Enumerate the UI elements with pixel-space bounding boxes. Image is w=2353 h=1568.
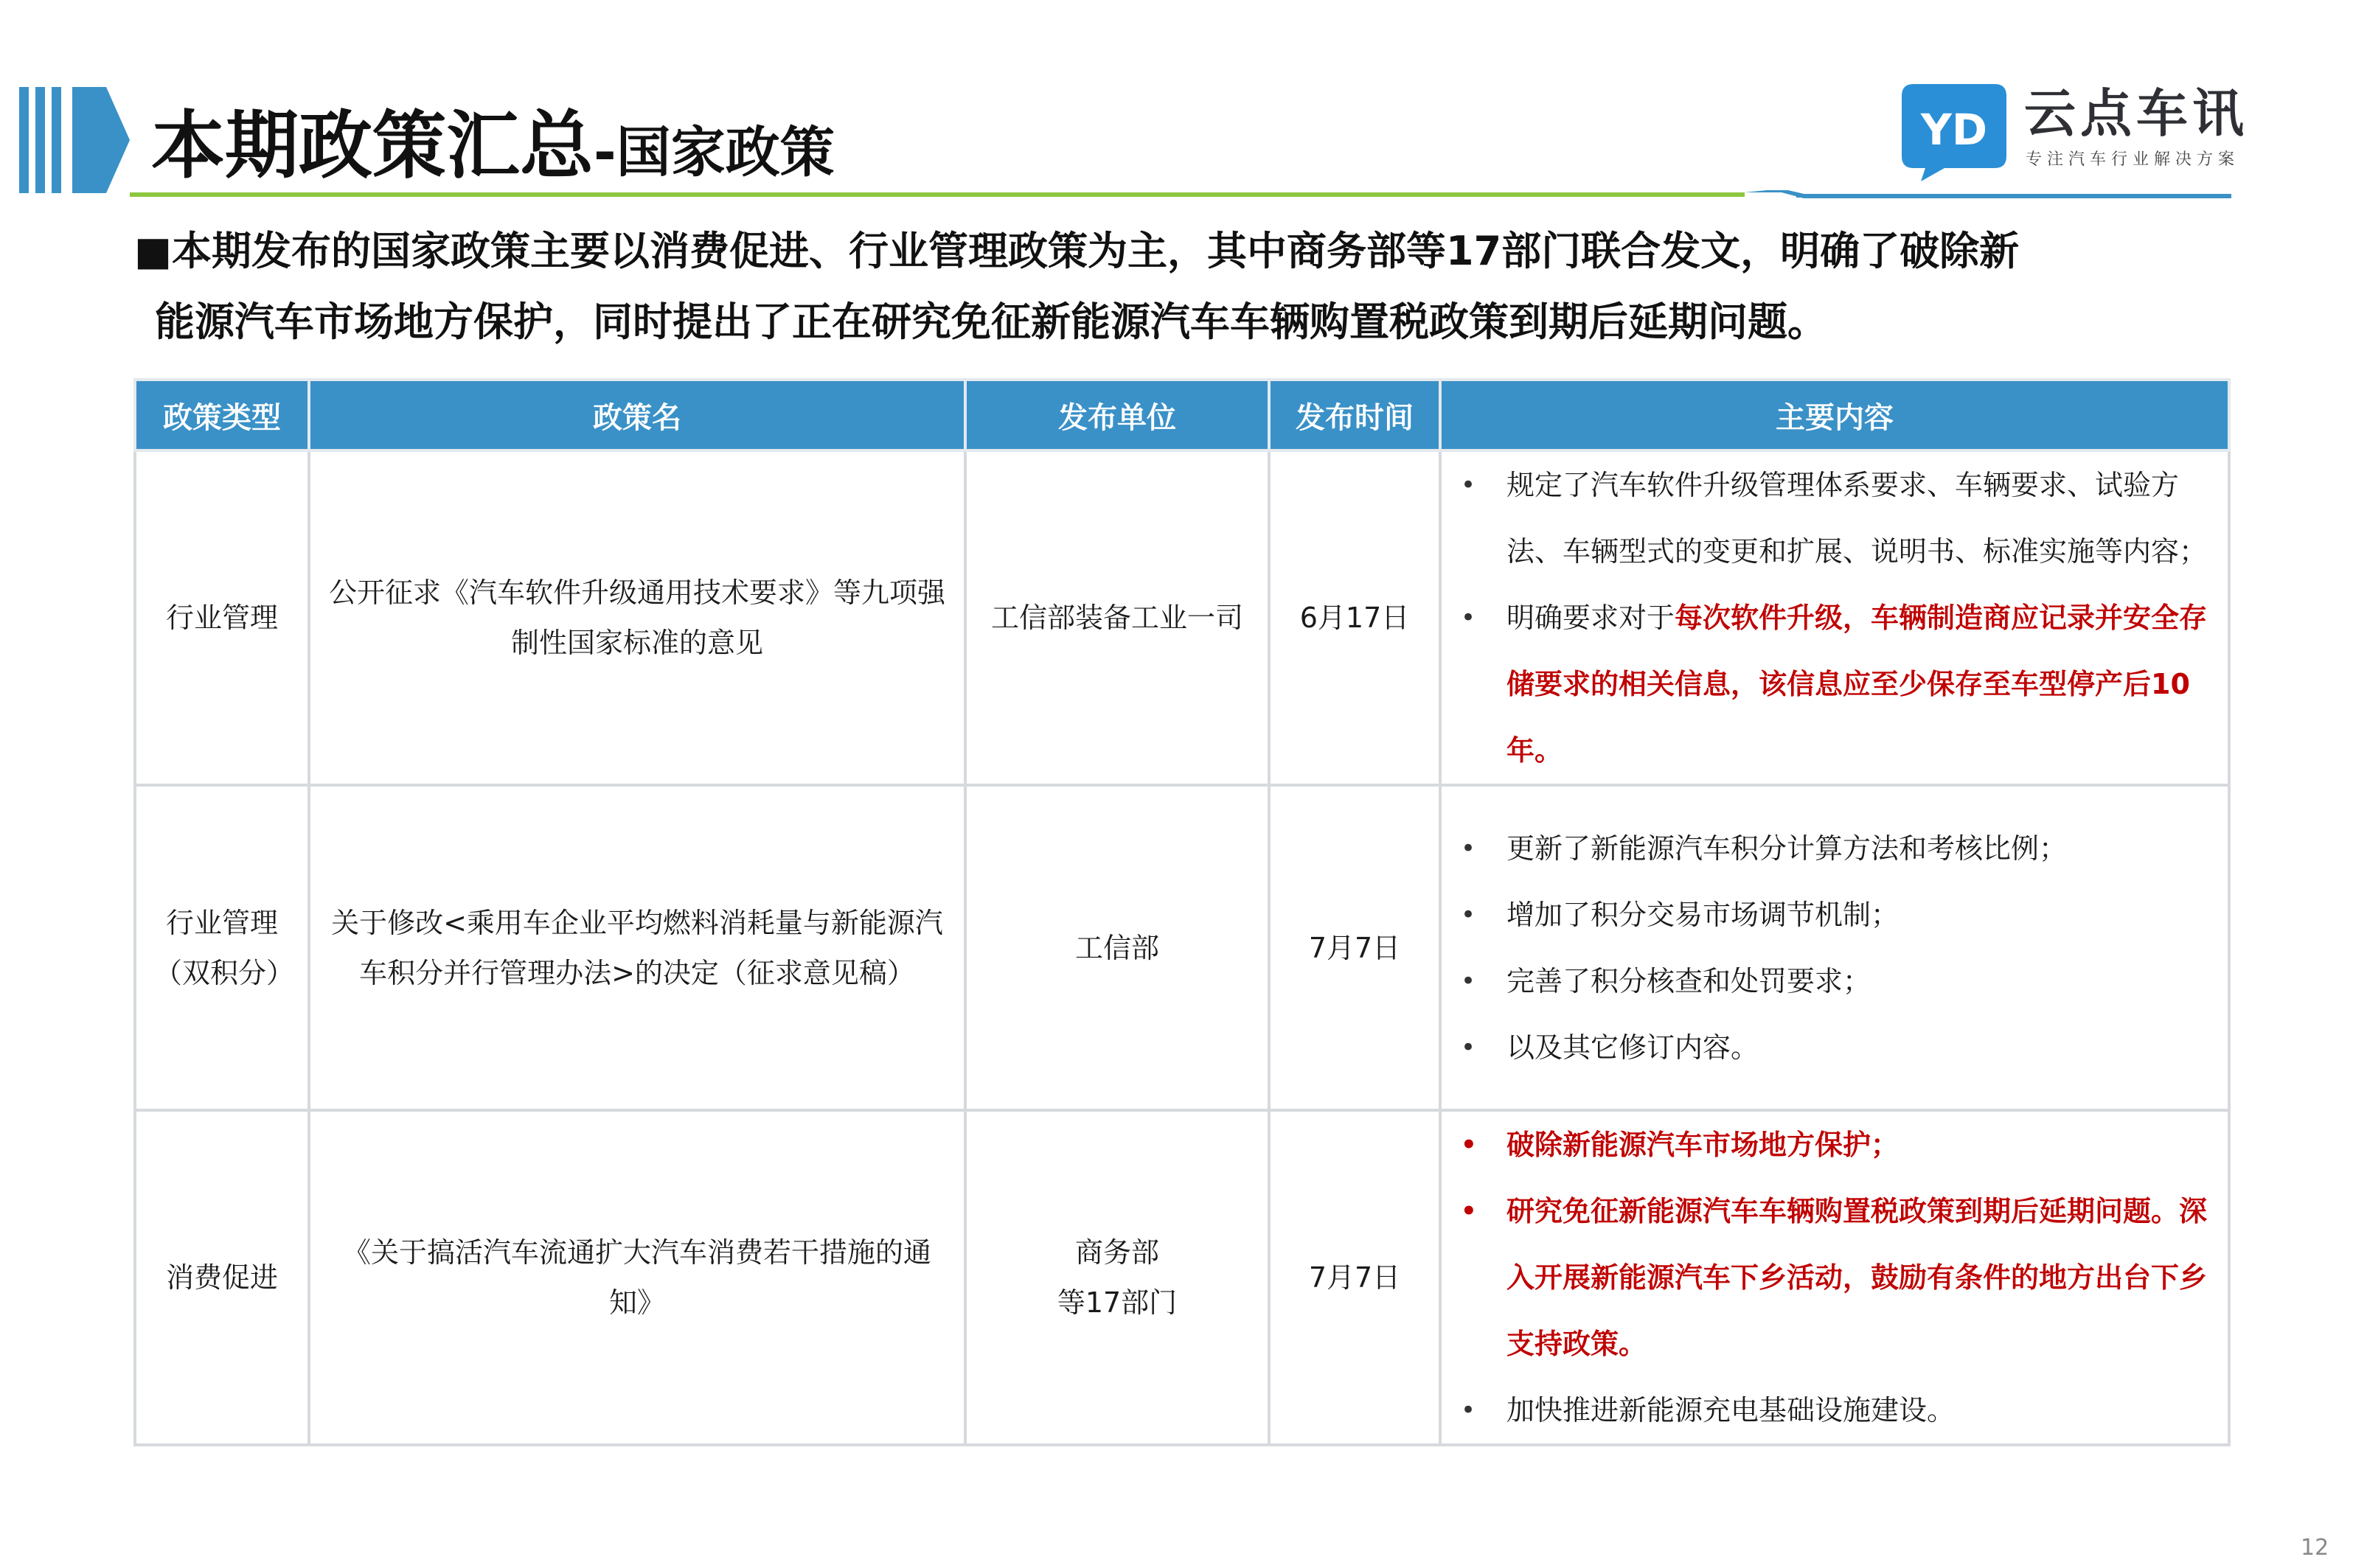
summary-line-2: 能源汽车市场地方保护，同时提出了正在研究免征新能源汽车车辆购置税政策到期后延期问题。: [155, 299, 1827, 345]
content-bullet-highlight: 每次软件升级，车辆制造商应记录并安全存储要求的相关信息，该信息应至少保存至车型停产后10年。: [1506, 602, 2208, 767]
publish-date-cell: 6月17日: [1269, 450, 1440, 785]
table-row: [135, 785, 2229, 1110]
table-header-row: [135, 380, 2229, 450]
content-bullets: [1461, 815, 2213, 1081]
content-bullet: • 增加了积分交易市场调节机制；: [1461, 882, 2213, 948]
content-bullets: [1461, 1112, 2213, 1443]
logo-name: 云点车讯: [2024, 83, 2248, 144]
publish-date-cell: 7月7日: [1269, 1110, 1440, 1445]
publisher-cell: [965, 450, 1269, 785]
content-bullet: • 规定了汽车软件升级管理体系要求、车辆要求、试验方法、车辆型式的变更和扩展、说明书、标准实施等内容；: [1461, 452, 2213, 585]
table-row: [135, 1110, 2229, 1445]
content-bullets: [1461, 452, 2213, 784]
header-publisher: 发布单位: [965, 380, 1269, 450]
content-bullet-highlighted: • 破除新能源汽车市场地方保护；: [1461, 1112, 2213, 1178]
main-content-cell: [1440, 450, 2229, 785]
header-divider: [130, 190, 2231, 201]
main-content-cell: [1440, 785, 2229, 1110]
header-policy-name: 政策名: [309, 380, 965, 450]
page-number: 12: [2301, 1535, 2329, 1561]
page-title-sub: -国家政策: [594, 121, 835, 184]
policy-type-cell: [135, 785, 309, 1110]
policy-type-cell: [135, 450, 309, 785]
header-main-content: 主要内容: [1440, 380, 2229, 450]
policy-name-text: 公开征求《汽车软件升级通用技术要求》等九项强: [328, 576, 945, 609]
policy-type-cell: [135, 1110, 309, 1445]
publisher-text: 工信部: [1074, 931, 1159, 964]
company-logo: [1899, 80, 2248, 183]
publisher-text: 等17部门: [1057, 1286, 1178, 1319]
policy-type-text: （双积分）: [154, 956, 295, 989]
content-bullet: • 更新了新能源汽车积分计算方法和考核比例；: [1461, 815, 2213, 882]
table-row: [135, 450, 2229, 785]
header-publish-date: 发布时间: [1269, 380, 1440, 450]
content-bullet: • 加快推进新能源充电基础设施建设。: [1461, 1377, 2213, 1443]
publisher-cell: [965, 1110, 1269, 1445]
policy-name-cell: [309, 785, 965, 1110]
policy-name-text: 关于修改<乘用车企业平均燃料消耗量与新能源汽: [331, 906, 943, 939]
publisher-text: 商务部: [1074, 1236, 1159, 1269]
yd-logo-icon: [1899, 80, 2009, 183]
policy-name-cell: [309, 1110, 965, 1445]
publisher-text: 工信部装备工业一司: [990, 602, 1243, 634]
header-policy-type: 政策类型: [135, 380, 309, 450]
policy-name-cell: [309, 450, 965, 785]
content-bullet: • 完善了积分核查和处罚要求；: [1461, 948, 2213, 1014]
policy-summary: [134, 216, 2199, 358]
policy-table: [133, 378, 2231, 1446]
content-bullet-highlighted: • 研究免征新能源汽车车辆购置税政策到期后延期问题。深入开展新能源汽车下乡活动，鼓励有条件的地方出台下乡支持政策。: [1461, 1178, 2213, 1377]
policy-type-text: 行业管理: [165, 602, 278, 634]
logo-slogan: 专注汽车行业解决方案: [2026, 150, 2240, 169]
page-title-main: 本期政策汇总: [151, 102, 594, 189]
policy-name-text: 车积分并行管理办法>的决定（征求意见稿）: [359, 956, 915, 989]
content-bullet: [1461, 585, 2213, 784]
title-bars-icon: [19, 87, 130, 193]
publisher-cell: [965, 785, 1269, 1110]
publish-date-cell: 7月7日: [1269, 785, 1440, 1110]
svg-text:YD: YD: [1920, 105, 1988, 155]
summary-line-1: ■本期发布的国家政策主要以消费促进、行业管理政策为主，其中商务部等17部门联合发文，明确了破除新: [134, 228, 2020, 274]
content-bullet: • 以及其它修订内容。: [1461, 1014, 2213, 1081]
policy-type-text: 行业管理: [165, 906, 278, 939]
policy-type-text: 消费促进: [165, 1261, 278, 1294]
main-content-cell: [1440, 1110, 2229, 1445]
policy-name-text: 《关于搞活汽车流通扩大汽车消费若干措施的通知》: [342, 1236, 931, 1319]
content-bullet-prefix: 明确要求对于: [1506, 602, 1675, 634]
page-title: [151, 94, 835, 204]
policy-name-text: 制性国家标准的意见: [510, 627, 763, 659]
